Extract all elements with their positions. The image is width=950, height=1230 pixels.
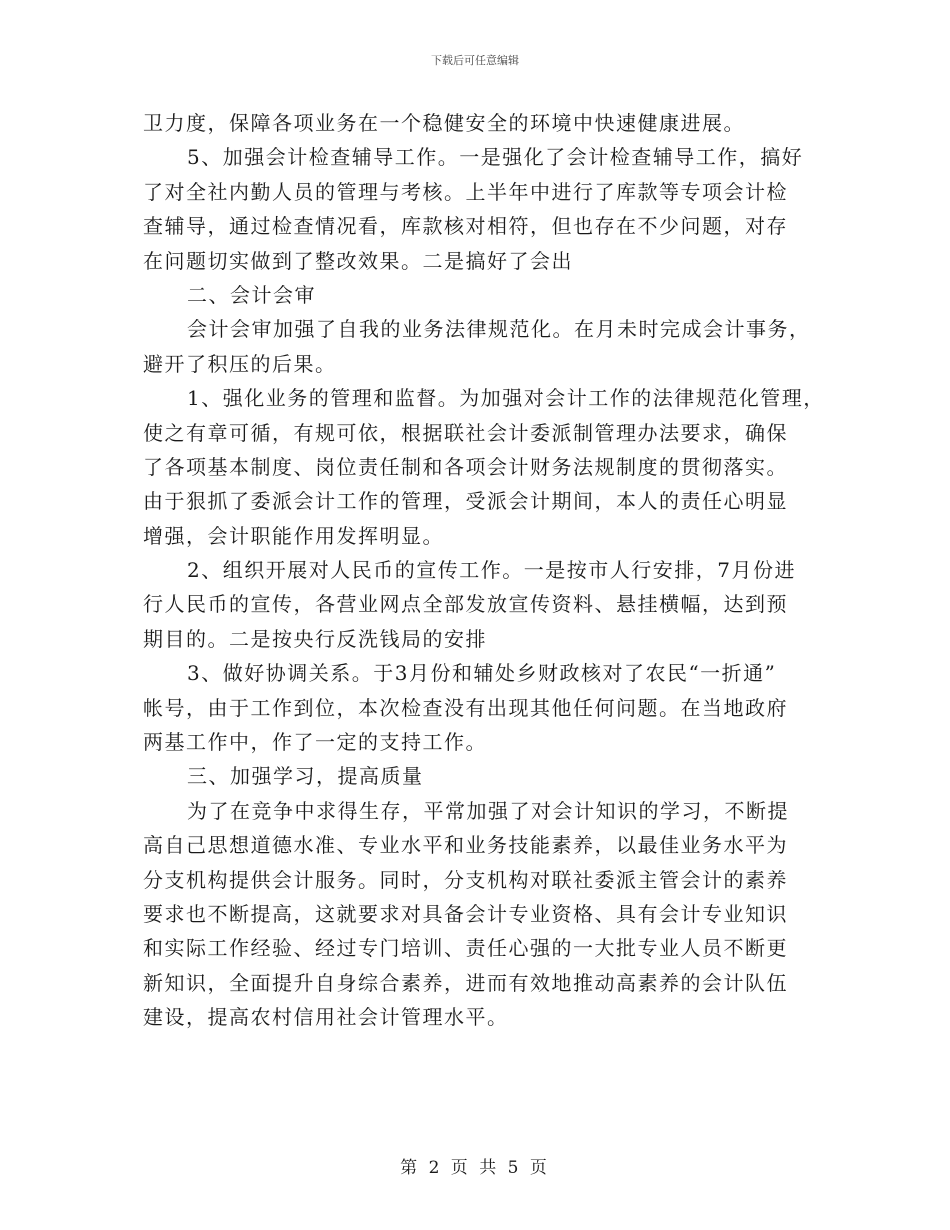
paragraph-line: 两基工作中，作了一定的支持工作。 <box>143 730 487 755</box>
page-header: 下载后可任意编辑 <box>431 54 519 67</box>
paragraph-line: 查辅导，通过检查情况看，库款核对相符，但也存在不少问题，对存 <box>143 214 788 239</box>
paragraph-line: 避开了积压的后果。 <box>143 351 337 376</box>
paragraph-line: 使之有章可循，有规可依，根据联社会计委派制管理办法要求，确保 <box>143 420 788 445</box>
paragraph-line: 增强，会计职能作用发挥明显。 <box>143 523 444 548</box>
paragraph-line: 5、加强会计检查辅导工作。一是强化了会计检查辅导工作，搞好 <box>187 145 804 170</box>
section-heading: 三、加强学习，提高质量 <box>187 764 424 789</box>
paragraph-line: 要求也不断提高，这就要求对具备会计专业资格、具有会计专业知识 <box>143 901 788 926</box>
paragraph-line: 为了在竞争中求得生存，平常加强了对会计知识的学习，不断提 <box>187 798 789 823</box>
paragraph-line: 高自己思想道德水准、专业水平和业务技能素养，以最佳业务水平为 <box>143 833 788 858</box>
paragraph-line: 期目的。二是按央行反洗钱局的安排 <box>143 626 487 651</box>
paragraph-line: 建设，提高农村信用社会计管理水平。 <box>143 1005 509 1030</box>
paragraph-line: 卫力度，保障各项业务在一个稳健安全的环境中快速健康进展。 <box>143 111 745 135</box>
paragraph-line: 新知识，全面提升自身综合素养，进而有效地推动高素养的会计队伍 <box>143 970 788 995</box>
paragraph-line: 分支机构提供会计服务。同时，分支机构对联社委派主管会计的素养 <box>143 867 788 892</box>
paragraph-line: 和实际工作经验、经过专门培训、责任心强的一大批专业人员不断更 <box>143 936 788 961</box>
paragraph-line: 3、做好协调关系。于3月份和辅处乡财政核对了农民“一折通” <box>187 661 777 686</box>
paragraph-line: 在问题切实做到了整改效果。二是搞好了会出 <box>143 248 573 273</box>
paragraph-line: 由于狠抓了委派会计工作的管理，受派会计期间，本人的责任心明显 <box>143 489 788 514</box>
section-heading: 二、会计会审 <box>187 282 316 307</box>
document-body <box>143 106 833 1035</box>
paragraph-line: 会计会审加强了自我的业务法律规范化。在月未时完成会计事务， <box>187 317 811 342</box>
paragraph-line: 了各项基本制度、岗位责任制和各项会计财务法规制度的贯彻落实。 <box>143 454 788 479</box>
page-number: 第 2 页 共 5 页 <box>400 1158 550 1178</box>
paragraph-line: 2、组织开展对人民币的宣传工作。一是按市人行安排，7月份进 <box>187 558 796 583</box>
paragraph-line: 帐号，由于工作到位，本次检查没有出现其他任何问题。在当地政府 <box>143 695 788 720</box>
paragraph-line: 行人民币的宣传，各营业网点全部发放宣传资料、悬挂横幅，达到预 <box>143 592 788 617</box>
paragraph-line: 了对全社内勤人员的管理与考核。上半年中进行了库款等专项会计检 <box>143 179 788 204</box>
paragraph-line: 1、强化业务的管理和监督。为加强对会计工作的法律规范化管理， <box>187 386 825 411</box>
